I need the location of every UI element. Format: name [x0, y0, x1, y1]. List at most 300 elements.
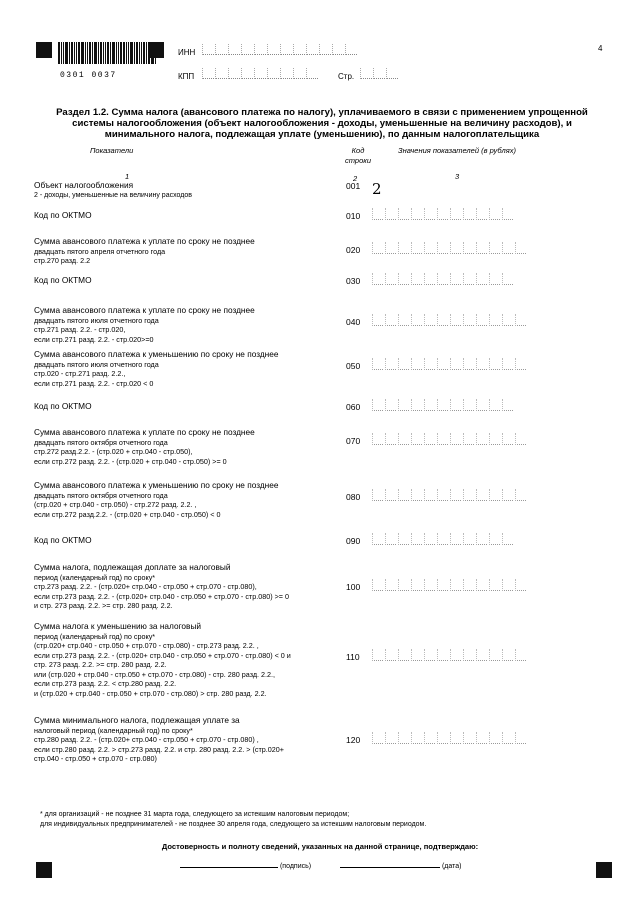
digit-cell[interactable]	[372, 208, 383, 220]
digit-cell[interactable]	[515, 579, 526, 591]
digit-cell[interactable]	[489, 732, 500, 744]
digit-cell[interactable]	[515, 489, 526, 501]
digit-cell[interactable]	[437, 358, 448, 370]
digit-cell[interactable]	[398, 579, 409, 591]
digit-cell[interactable]	[319, 44, 331, 55]
digit-cell[interactable]	[372, 533, 383, 545]
digit-cell[interactable]	[424, 649, 435, 661]
column-header-indicators: Показатели	[90, 146, 134, 155]
digit-cell[interactable]	[476, 242, 487, 254]
section-title-line-1: Раздел 1.2. Сумма налога (авансового платежа по налогу), уплачиваемого в связи с применением упрощенной	[56, 107, 588, 118]
digit-cell[interactable]	[267, 68, 279, 79]
barcode-bar	[155, 42, 156, 64]
line-code-020: 020	[346, 245, 361, 255]
barcode-bar	[65, 42, 68, 64]
row-001-label	[34, 181, 354, 200]
row-100-line-5: и стр. 273 разд. 2.2. >= стр. 280 разд. 2.2.	[34, 601, 173, 610]
footnote	[40, 810, 620, 830]
digit-cell[interactable]	[372, 489, 383, 501]
line-code-090: 090	[346, 536, 361, 546]
digit-cell[interactable]	[450, 433, 461, 445]
digit-cell[interactable]	[385, 314, 396, 326]
object-value-handwritten[interactable]: 2	[372, 180, 382, 198]
line-code-060: 060	[346, 402, 361, 412]
row-110-line-6: или (стр.020 + стр.040 - стр.050 + стр.070 - стр.080) - стр. 280 разд. 2.2.,	[34, 669, 276, 679]
column-number-1: 1	[125, 172, 130, 181]
row-050-line-3: стр.020 - стр.271 разд. 2.2.,	[34, 369, 126, 378]
value-field-110[interactable]	[372, 649, 528, 661]
barcode-bar	[87, 42, 88, 64]
digit-cell[interactable]	[502, 208, 513, 220]
digit-cell[interactable]	[228, 44, 240, 55]
digit-cell[interactable]	[450, 579, 461, 591]
value-field-030[interactable]	[372, 273, 515, 285]
barcode	[58, 42, 157, 64]
digit-cell[interactable]	[489, 314, 500, 326]
barcode-bar	[126, 42, 127, 64]
digit-cell[interactable]	[202, 68, 214, 79]
digit-cell[interactable]	[267, 44, 279, 55]
row-100-label	[34, 563, 354, 611]
digit-cell[interactable]	[293, 44, 305, 55]
digit-cell[interactable]	[463, 732, 474, 744]
digit-cell[interactable]	[385, 399, 396, 411]
signature-label: (подпись)	[279, 863, 312, 870]
digit-cell[interactable]	[450, 533, 461, 545]
barcode-bar	[61, 42, 62, 64]
digit-cell[interactable]	[450, 242, 461, 254]
digit-cell[interactable]	[489, 358, 500, 370]
digit-cell[interactable]	[502, 732, 513, 744]
digit-cell[interactable]	[372, 433, 383, 445]
barcode-bar	[112, 42, 115, 64]
digit-cell[interactable]	[502, 242, 513, 254]
barcode-bar	[103, 42, 104, 64]
inn-field[interactable]	[202, 44, 358, 55]
digit-cell[interactable]	[241, 44, 253, 55]
digit-cell[interactable]	[424, 358, 435, 370]
line-code-040: 040	[346, 317, 361, 327]
digit-cell[interactable]	[502, 579, 513, 591]
digit-cell[interactable]	[372, 273, 383, 285]
digit-cell[interactable]	[463, 649, 474, 661]
digit-cell[interactable]	[411, 433, 422, 445]
digit-cell[interactable]	[411, 579, 422, 591]
digit-cell[interactable]	[502, 358, 513, 370]
barcode-bar	[136, 42, 138, 64]
page-field[interactable]	[360, 68, 399, 79]
digit-cell[interactable]	[502, 489, 513, 501]
value-field-020[interactable]	[372, 242, 528, 254]
digit-cell[interactable]	[502, 533, 513, 545]
barcode-bar	[81, 42, 84, 64]
digit-cell[interactable]	[463, 489, 474, 501]
digit-cell[interactable]	[372, 358, 383, 370]
digit-cell[interactable]	[489, 579, 500, 591]
digit-cell[interactable]	[502, 433, 513, 445]
row-120-line-2: налоговый период (календарный год) по сроку*	[34, 725, 193, 735]
row-080-line-1: Сумма авансового платежа к уменьшению по сроку не позднее	[34, 480, 279, 490]
row-090-line-1: Код по ОКТМО	[34, 535, 92, 545]
digit-cell[interactable]	[463, 242, 474, 254]
digit-cell[interactable]	[476, 489, 487, 501]
registration-marker-bottom-left	[36, 862, 52, 878]
row-060-label	[34, 402, 354, 412]
digit-cell[interactable]	[386, 68, 398, 79]
row-050-line-2: двадцать пятого июля отчетного года	[34, 359, 159, 369]
digit-cell[interactable]	[254, 44, 266, 55]
row-100-line-2: период (календарный год) по сроку*	[34, 572, 156, 582]
digit-cell[interactable]	[306, 68, 318, 79]
digit-cell[interactable]	[385, 273, 396, 285]
barcode-bar	[146, 42, 147, 64]
row-120-line-5: стр.040 - стр.050 + стр.070 - стр.080)	[34, 754, 157, 763]
digit-cell[interactable]	[411, 208, 422, 220]
digit-cell[interactable]	[437, 273, 448, 285]
digit-cell[interactable]	[215, 68, 227, 79]
digit-cell[interactable]	[476, 358, 487, 370]
digit-cell[interactable]	[476, 433, 487, 445]
digit-cell[interactable]	[398, 433, 409, 445]
digit-cell[interactable]	[398, 399, 409, 411]
barcode-bar	[118, 42, 119, 64]
digit-cell[interactable]	[411, 242, 422, 254]
digit-cell[interactable]	[437, 533, 448, 545]
digit-cell[interactable]	[424, 732, 435, 744]
value-field-070[interactable]	[372, 433, 528, 445]
barcode-bar	[148, 42, 150, 64]
digit-cell[interactable]	[372, 649, 383, 661]
column-number-3: 3	[455, 172, 460, 181]
digit-cell[interactable]	[476, 273, 487, 285]
registration-marker-top-left	[36, 42, 52, 58]
digit-cell[interactable]	[398, 649, 409, 661]
digit-cell[interactable]	[280, 68, 292, 79]
digit-cell[interactable]	[450, 489, 461, 501]
digit-cell[interactable]	[215, 44, 227, 55]
barcode-bar	[69, 42, 70, 64]
digit-cell[interactable]	[476, 399, 487, 411]
digit-cell[interactable]	[398, 208, 409, 220]
footnote-line-1: * для организаций - не позднее 31 марта года, следующего за истекшим налоговым периодом;	[40, 811, 350, 818]
barcode-bar	[74, 42, 75, 64]
digit-cell[interactable]	[424, 533, 435, 545]
digit-cell[interactable]	[345, 44, 357, 55]
barcode-bar	[143, 42, 145, 64]
column-number-2: 2	[353, 174, 358, 183]
page-number: 4	[598, 44, 603, 53]
digit-cell[interactable]	[411, 358, 422, 370]
row-110-line-7: если стр.273 разд. 2.2. < стр.280 разд. 2.2.	[34, 679, 177, 688]
line-code-030: 030	[346, 276, 361, 286]
row-050-label	[34, 350, 354, 388]
digit-cell[interactable]	[437, 242, 448, 254]
date-block	[340, 863, 461, 870]
digit-cell[interactable]	[372, 579, 383, 591]
digit-cell[interactable]	[398, 489, 409, 501]
row-030-line-1: Код по ОКТМО	[34, 275, 92, 285]
row-001-line-2: 2 - доходы, уменьшенные на величину расходов	[34, 191, 192, 199]
row-060-line-1: Код по ОКТМО	[34, 401, 92, 411]
digit-cell[interactable]	[463, 273, 474, 285]
digit-cell[interactable]	[293, 68, 305, 79]
value-field-010[interactable]	[372, 208, 515, 220]
digit-cell[interactable]	[489, 433, 500, 445]
digit-cell[interactable]	[476, 533, 487, 545]
digit-cell[interactable]	[424, 579, 435, 591]
value-field-120[interactable]	[372, 732, 528, 744]
row-020-line-1: Сумма авансового платежа к уплате по сроку не позднее	[34, 236, 255, 246]
digit-cell[interactable]	[424, 314, 435, 326]
barcode-bar	[139, 42, 140, 64]
digit-cell[interactable]	[476, 649, 487, 661]
barcode-bar	[63, 42, 64, 64]
row-070-label	[34, 428, 354, 466]
digit-cell[interactable]	[450, 273, 461, 285]
value-field-100[interactable]	[372, 579, 528, 591]
column-header-line-code: Код строки	[345, 146, 371, 165]
digit-cell[interactable]	[515, 242, 526, 254]
digit-cell[interactable]	[515, 314, 526, 326]
row-110-line-1: Сумма налога к уменьшению за налоговый	[34, 621, 202, 631]
barcode-bar	[128, 42, 129, 64]
digit-cell[interactable]	[424, 208, 435, 220]
barcode-number: 0301 0037	[60, 71, 117, 80]
digit-cell[interactable]	[450, 649, 461, 661]
digit-cell[interactable]	[463, 433, 474, 445]
digit-cell[interactable]	[385, 732, 396, 744]
digit-cell[interactable]	[306, 44, 318, 55]
value-field-080[interactable]	[372, 489, 528, 501]
digit-cell[interactable]	[437, 489, 448, 501]
digit-cell[interactable]	[385, 579, 396, 591]
row-120-label	[34, 716, 354, 764]
digit-cell[interactable]	[424, 242, 435, 254]
digit-cell[interactable]	[411, 732, 422, 744]
line-code-010: 010	[346, 211, 361, 221]
digit-cell[interactable]	[502, 399, 513, 411]
date-line[interactable]	[340, 867, 440, 868]
digit-cell[interactable]	[372, 399, 383, 411]
row-090-label	[34, 536, 354, 546]
section-title	[20, 107, 624, 140]
line-code-001: 001	[346, 181, 361, 191]
value-field-090[interactable]	[372, 533, 515, 545]
digit-cell[interactable]	[385, 358, 396, 370]
digit-cell[interactable]	[450, 358, 461, 370]
digit-cell[interactable]	[424, 433, 435, 445]
line-code-120: 120	[346, 735, 361, 745]
digit-cell[interactable]	[450, 314, 461, 326]
barcode-bar	[89, 42, 91, 64]
inn-label: ИНН	[178, 48, 196, 57]
digit-cell[interactable]	[385, 489, 396, 501]
digit-cell[interactable]	[489, 399, 500, 411]
digit-cell[interactable]	[254, 68, 266, 79]
digit-cell[interactable]	[411, 649, 422, 661]
digit-cell[interactable]	[489, 489, 500, 501]
barcode-bar	[141, 42, 142, 64]
row-080-label	[34, 481, 354, 519]
row-040-label	[34, 306, 354, 344]
line-code-110: 110	[346, 652, 360, 662]
barcode-bar	[107, 42, 109, 64]
digit-cell[interactable]	[411, 314, 422, 326]
digit-cell[interactable]	[437, 208, 448, 220]
section-title-line-2: системы налогообложения (объект налогообложения - доходы, уменьшенные на величину расходов), и	[72, 118, 572, 129]
digit-cell[interactable]	[502, 273, 513, 285]
digit-cell[interactable]	[385, 433, 396, 445]
row-120-line-4: если стр.280 разд. 2.2. > стр.273 разд. 2.2. и стр. 280 разд. 2.2. > (стр.020+	[34, 744, 284, 754]
digit-cell[interactable]	[489, 273, 500, 285]
digit-cell[interactable]	[463, 399, 474, 411]
row-120-line-1: Сумма минимального налога, подлежащая уплате за	[34, 715, 240, 725]
row-040-line-2: двадцать пятого июля отчетного года	[34, 315, 159, 325]
column-header-values: Значения показателей (в рублях)	[398, 146, 516, 155]
barcode-bar	[151, 42, 154, 64]
row-080-line-4: если стр.272 разд.2.2. - (стр.020 + стр.040 - стр.050) < 0	[34, 509, 221, 519]
signature-block	[180, 863, 311, 870]
line-code-080: 080	[346, 492, 361, 502]
digit-cell[interactable]	[489, 208, 500, 220]
digit-cell[interactable]	[424, 489, 435, 501]
digit-cell[interactable]	[502, 314, 513, 326]
digit-cell[interactable]	[385, 649, 396, 661]
digit-cell[interactable]	[437, 433, 448, 445]
digit-cell[interactable]	[398, 242, 409, 254]
row-100-line-4: если стр.273 разд. 2.2. - (стр.020+ стр.040 - стр.050 + стр.070 - стр.080) >= 0	[34, 591, 289, 601]
row-050-line-1: Сумма авансового платежа к уменьшению по сроку не позднее	[34, 349, 279, 359]
digit-cell[interactable]	[411, 399, 422, 411]
digit-cell[interactable]	[385, 208, 396, 220]
digit-cell[interactable]	[515, 358, 526, 370]
footnote-line-2: для индивидуальных предпринимателей - не позднее 30 апреля года, следующего за истекшим налоговым периодом.	[40, 821, 427, 828]
digit-cell[interactable]	[515, 649, 526, 661]
digit-cell[interactable]	[372, 732, 383, 744]
barcode-bar	[105, 42, 106, 64]
kpp-label: КПП	[178, 72, 195, 81]
digit-cell[interactable]	[476, 314, 487, 326]
row-110-line-5: стр. 273 разд. 2.2. >= стр. 280 разд. 2.2.	[34, 660, 167, 669]
digit-cell[interactable]	[280, 44, 292, 55]
digit-cell[interactable]	[463, 314, 474, 326]
row-001-line-1: Объект налогообложения	[34, 180, 134, 190]
digit-cell[interactable]	[463, 533, 474, 545]
row-070-line-2: двадцать пятого октября отчетного года	[34, 437, 168, 447]
barcode-bar	[100, 42, 102, 64]
digit-cell[interactable]	[398, 314, 409, 326]
barcode-bar	[85, 42, 86, 64]
row-030-label	[34, 276, 354, 286]
digit-cell[interactable]	[450, 208, 461, 220]
digit-cell[interactable]	[398, 358, 409, 370]
digit-cell[interactable]	[437, 399, 448, 411]
row-110-line-3: (стр.020+ стр.040 - стр.050 + стр.070 - стр.080) - стр.273 разд. 2.2. ,	[34, 641, 259, 650]
digit-cell[interactable]	[489, 533, 500, 545]
digit-cell[interactable]	[476, 208, 487, 220]
digit-cell[interactable]	[202, 44, 214, 55]
row-070-line-3: стр.272 разд.2.2. - (стр.020 + стр.040 - стр.050),	[34, 447, 193, 456]
digit-cell[interactable]	[398, 732, 409, 744]
barcode-bar	[78, 42, 80, 64]
digit-cell[interactable]	[463, 358, 474, 370]
barcode-bar	[123, 42, 125, 64]
row-010-label	[34, 211, 354, 221]
digit-cell[interactable]	[360, 68, 372, 79]
digit-cell[interactable]	[437, 649, 448, 661]
digit-cell[interactable]	[424, 399, 435, 411]
barcode-bar	[94, 42, 97, 64]
barcode-bar	[116, 42, 117, 64]
digit-cell[interactable]	[515, 732, 526, 744]
value-field-060[interactable]	[372, 399, 515, 411]
digit-cell[interactable]	[228, 68, 240, 79]
digit-cell[interactable]	[372, 242, 383, 254]
digit-cell[interactable]	[411, 533, 422, 545]
digit-cell[interactable]	[476, 732, 487, 744]
date-label: (дата)	[441, 863, 462, 870]
barcode-bar	[71, 42, 73, 64]
digit-cell[interactable]	[437, 314, 448, 326]
digit-cell[interactable]	[489, 242, 500, 254]
row-100-line-1: Сумма налога, подлежащая доплате за налоговый	[34, 562, 231, 572]
digit-cell[interactable]	[332, 44, 344, 55]
confirmation-text: Достоверность и полноту сведений, указанных на данной странице, подтверждаю:	[161, 842, 479, 851]
row-110-label	[34, 622, 354, 698]
digit-cell[interactable]	[502, 649, 513, 661]
barcode-bar	[120, 42, 122, 64]
digit-cell[interactable]	[424, 273, 435, 285]
digit-cell[interactable]	[463, 579, 474, 591]
row-070-line-1: Сумма авансового платежа к уплате по сроку не позднее	[34, 427, 255, 437]
row-110-line-8: и (стр.020 + стр.040 - стр.050 + стр.070 - стр.080) > стр. 280 разд. 2.2.	[34, 688, 267, 698]
row-040-line-3: стр.271 разд. 2.2. - стр.020,	[34, 325, 126, 334]
registration-marker-bottom-right	[596, 862, 612, 878]
digit-cell[interactable]	[385, 242, 396, 254]
digit-cell[interactable]	[398, 273, 409, 285]
barcode-bar	[58, 42, 60, 64]
digit-cell[interactable]	[450, 399, 461, 411]
line-code-050: 050	[346, 361, 361, 371]
page-label: Стр.	[338, 72, 355, 81]
kpp-field[interactable]	[202, 68, 319, 79]
barcode-bar	[110, 42, 111, 64]
digit-cell[interactable]	[373, 68, 385, 79]
digit-cell[interactable]	[463, 208, 474, 220]
barcode-bar	[76, 42, 77, 64]
row-080-line-2: двадцать пятого октября отчетного года	[34, 490, 168, 500]
digit-cell[interactable]	[411, 489, 422, 501]
digit-cell[interactable]	[372, 314, 383, 326]
digit-cell[interactable]	[398, 533, 409, 545]
digit-cell[interactable]	[385, 533, 396, 545]
signature-line[interactable]	[180, 867, 278, 868]
digit-cell[interactable]	[515, 433, 526, 445]
digit-cell[interactable]	[489, 649, 500, 661]
row-020-label	[34, 237, 354, 266]
digit-cell[interactable]	[411, 273, 422, 285]
digit-cell[interactable]	[437, 732, 448, 744]
row-110-line-2: период (календарный год) по сроку*	[34, 631, 156, 641]
row-040-line-4: если стр.271 разд. 2.2. - стр.020>=0	[34, 334, 154, 344]
digit-cell[interactable]	[437, 579, 448, 591]
row-080-line-3: (стр.020 + стр.040 - стр.050) - стр.272 разд. 2.2. ,	[34, 500, 197, 509]
value-field-040[interactable]	[372, 314, 528, 326]
digit-cell[interactable]	[476, 579, 487, 591]
digit-cell[interactable]	[241, 68, 253, 79]
digit-cell[interactable]	[450, 732, 461, 744]
value-field-050[interactable]	[372, 358, 528, 370]
